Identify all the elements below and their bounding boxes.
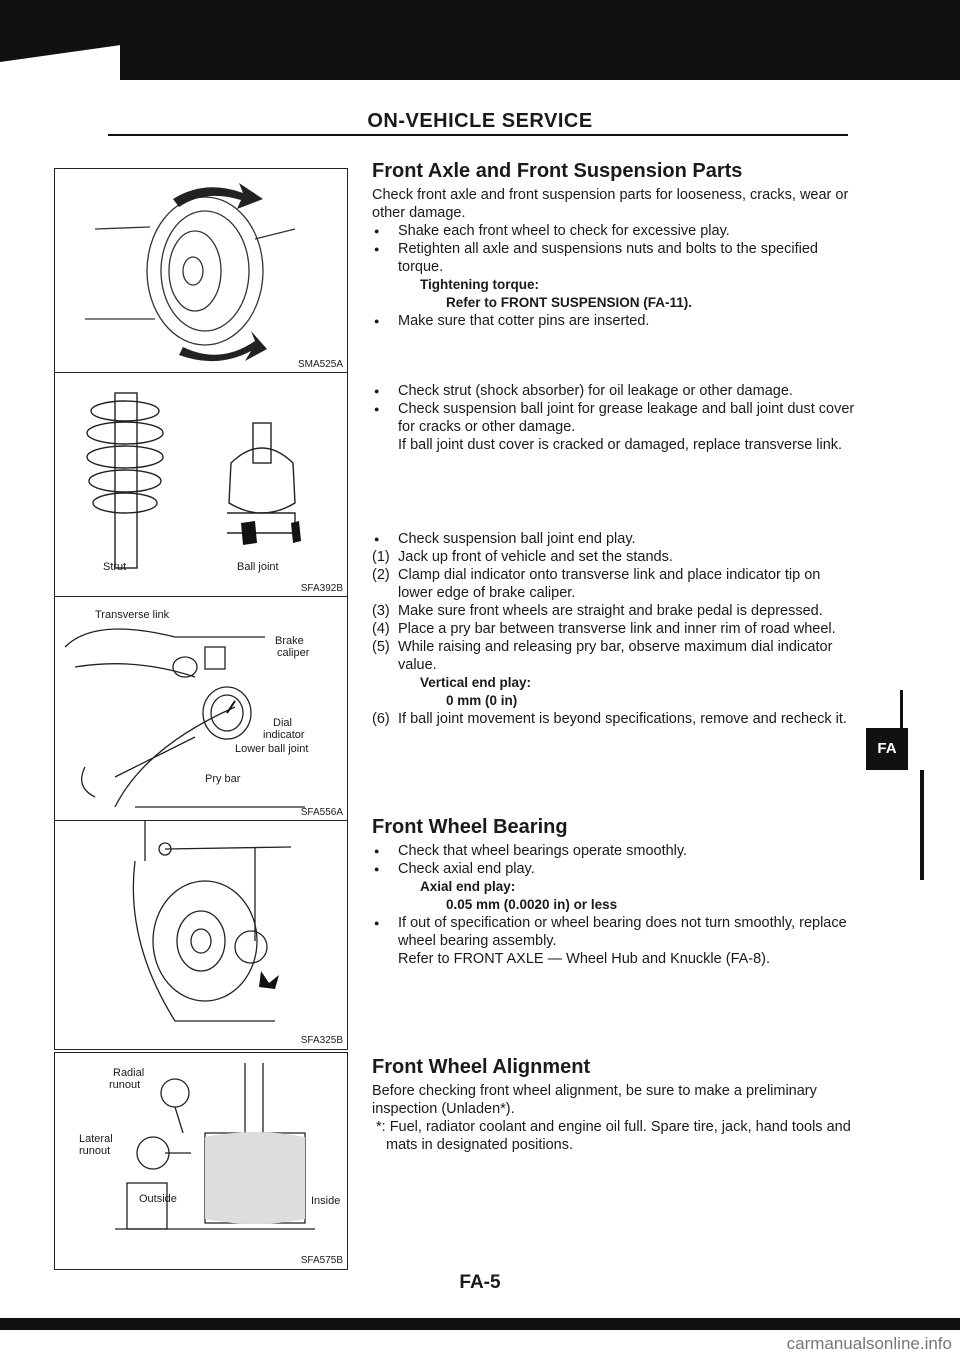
figure-code: SFA575B: [300, 1255, 343, 1266]
step-item: [372, 602, 856, 620]
edge-mark: [900, 690, 903, 728]
figure-code: SFA556A: [300, 807, 343, 818]
paragraph: Check front axle and front suspension parts for looseness, cracks, wear or other damage.: [372, 187, 849, 221]
page-header: ON-VEHICLE SERVICE: [367, 110, 593, 132]
bullet-item: ● Check suspension ball joint end play.: [372, 530, 856, 548]
step-text: Clamp dial indicator onto transverse link and place indicator tip on lower edge of brake caliper.: [398, 567, 821, 601]
label-transverse-link: Transverse link: [95, 609, 170, 621]
label-outside: Outside: [139, 1193, 177, 1205]
label-indicator: indicator: [263, 729, 305, 741]
spec-value: 0.05 mm (0.0020 in) or less: [446, 897, 618, 912]
step-item: [372, 548, 856, 566]
top-bar-wedge: [0, 45, 120, 102]
section-strut-check: [372, 382, 856, 454]
label-radial-runout: runout: [109, 1079, 141, 1091]
step-item: [372, 638, 856, 674]
step-number: (2): [372, 567, 390, 583]
bullet-item: ● If out of specification or wheel bearing does not turn smoothly, replace wheel bearing assembly.: [372, 914, 856, 950]
section-wheel-bearing: [372, 818, 856, 968]
step-number: (4): [372, 621, 390, 637]
step-item: [372, 710, 856, 728]
section-balljoint-endplay: [372, 530, 856, 728]
footnote: *: Fuel, radiator coolant and engine oil full. Spare tire, jack, hand tools and mats in designated positions.: [376, 1119, 851, 1153]
bullet-item: ● Check axial end play.: [372, 860, 856, 878]
bottom-black-bar: [0, 1318, 960, 1330]
edge-mark: [920, 770, 924, 880]
section-title: Front Axle and Front Suspension Parts: [372, 160, 743, 182]
label-ball-joint: Ball joint: [237, 561, 279, 573]
step-text: If ball joint movement is beyond specifications, remove and recheck it.: [398, 711, 847, 727]
spec-label: Vertical end play:: [420, 675, 532, 690]
figure-wheel-shake: [54, 168, 348, 374]
step-number: (3): [372, 603, 390, 619]
step-item: [372, 566, 856, 602]
figure-balljoint-endplay: [54, 596, 348, 822]
bullet-item: ● Check suspension ball joint for grease leakage and ball joint dust cover for cracks or other damage.: [372, 400, 856, 436]
paragraph: Refer to FRONT AXLE — Wheel Hub and Knuckle (FA-8).: [398, 951, 771, 967]
step-text: Jack up front of vehicle and set the stands.: [398, 549, 673, 565]
label-pry-bar: Pry bar: [205, 773, 241, 785]
label-lateral: Lateral: [79, 1133, 113, 1145]
step-text: Place a pry bar between transverse link and inner rim of road wheel.: [398, 621, 836, 637]
figure-wheel-runout: [54, 1052, 348, 1270]
figure-axial-endplay: [54, 820, 348, 1050]
axial-endplay-illustration: [55, 821, 347, 1049]
section-tab: FA: [866, 728, 908, 770]
spec-label: Axial end play:: [420, 879, 516, 894]
bullet-item: ● Check strut (shock absorber) for oil leakage or other damage.: [372, 382, 856, 400]
spec-value: Refer to FRONT SUSPENSION (FA-11).: [446, 295, 693, 310]
label-dial: Dial: [273, 717, 292, 729]
page-number: FA-5: [459, 1272, 501, 1293]
figure-code: SMA525A: [297, 359, 343, 370]
label-lateral-runout: runout: [79, 1145, 111, 1157]
paragraph: If ball joint dust cover is cracked or damaged, replace transverse link.: [398, 437, 843, 453]
label-radial: Radial: [113, 1067, 145, 1079]
section-title: Front Wheel Alignment: [372, 1056, 591, 1078]
bullet-item: ● Check that wheel bearings operate smoothly.: [372, 842, 856, 860]
label-lower-ball-joint: Lower ball joint: [235, 743, 309, 755]
top-black-bar: [0, 0, 960, 80]
step-text: While raising and releasing pry bar, observe maximum dial indicator value.: [398, 639, 833, 673]
step-number: (1): [372, 549, 390, 565]
step-text: Make sure front wheels are straight and brake pedal is depressed.: [398, 603, 823, 619]
spec-label: Tightening torque:: [420, 277, 539, 292]
strut-balljoint-illustration: [55, 373, 347, 597]
balljoint-endplay-illustration: [55, 597, 347, 821]
wheel-runout-illustration: [55, 1053, 347, 1269]
section-front-axle: [372, 162, 856, 330]
step-number: (5): [372, 639, 390, 655]
bullet-item: ● Retighten all axle and suspensions nuts and bolts to the specified torque.: [372, 240, 856, 276]
bullet-item: ● Make sure that cotter pins are inserted.: [372, 312, 856, 330]
bullet-item: ● Shake each front wheel to check for excessive play.: [372, 222, 856, 240]
label-caliper: caliper: [277, 647, 310, 659]
step-number: (6): [372, 711, 390, 727]
section-title: Front Wheel Bearing: [372, 816, 568, 838]
figure-code: SFA392B: [300, 583, 343, 594]
paragraph: Before checking front wheel alignment, be sure to make a preliminary inspection (Unladen*).: [372, 1083, 817, 1117]
label-strut: Strut: [103, 561, 127, 573]
label-brake: Brake: [275, 635, 304, 647]
spec-value: 0 mm (0 in): [446, 693, 518, 708]
wheel-shake-illustration: [55, 169, 347, 373]
label-inside: Inside: [311, 1195, 341, 1207]
figure-strut-balljoint: [54, 372, 348, 598]
section-wheel-alignment: [372, 1058, 856, 1154]
header-rule: [108, 134, 848, 136]
watermark: carmanualsonline.info: [786, 1334, 952, 1353]
figure-code: SFA325B: [300, 1035, 343, 1046]
step-item: [372, 620, 856, 638]
